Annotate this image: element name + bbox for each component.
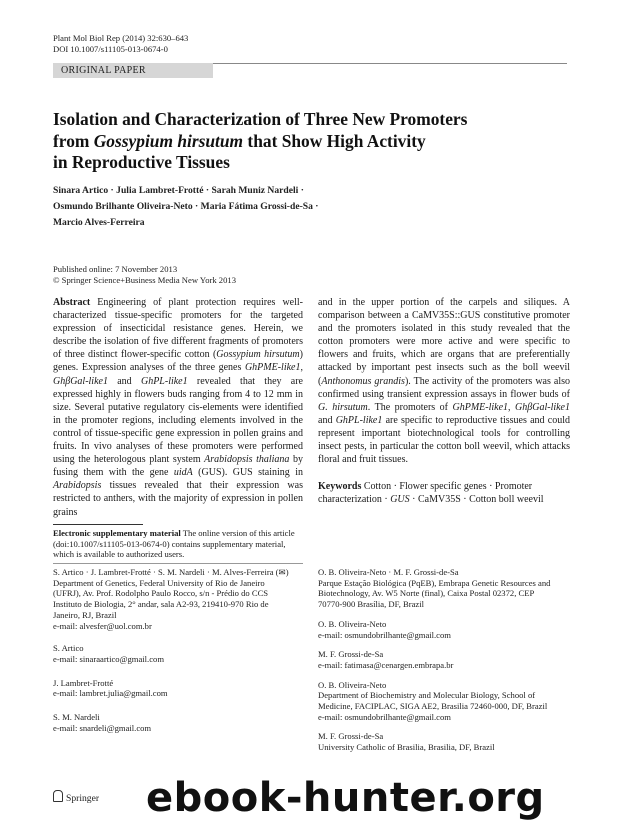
affiliation-block	[318, 649, 578, 670]
affiliation-line: University Catholic of Brasilia, Brasilia, DF, Brazil	[318, 742, 495, 753]
affiliation-block	[318, 567, 578, 610]
abstract-italic: GhβGal-like1	[53, 375, 108, 387]
affiliation-block	[318, 619, 578, 640]
affiliation-line: 70770-900 Brasília, DF, Brazil	[318, 599, 425, 610]
supplementary-note	[53, 528, 303, 560]
keywords	[318, 480, 570, 506]
abstract-text: ). The activity of the promoters was also confirmed using transient expression assays in flower buds of	[318, 375, 571, 400]
affiliations-left	[53, 567, 303, 733]
abstract-italic: G. hirsutum	[318, 401, 368, 413]
abstract-text: . The promoters of	[367, 401, 453, 413]
affiliation-email[interactable]: e-mail: fatimasa@cenargen.embrapa.br	[318, 659, 454, 670]
abstract-italic: Arabidopsis	[53, 480, 102, 492]
abstract-italic: GhPL-like1	[335, 414, 383, 426]
affiliation-line: J. Lambret-Frotté	[53, 677, 114, 688]
journal-citation: Plant Mol Biol Rep (2014) 32:630–643	[53, 33, 189, 43]
abstract-left-column	[53, 296, 303, 519]
author-line: Marcio Alves-Ferreira	[53, 217, 145, 228]
abstract-text: ) genes. Expression analyses of the three genes	[53, 349, 304, 374]
abstract-text: are specific to reproductive tissues and could represent important biotechnological tools for controlling insect pests, in particular the cotton boll weevil, which attacks floral and fruit tissues.	[318, 414, 570, 466]
affiliation-email[interactable]: e-mail: sinaraartico@gmail.com	[53, 653, 164, 664]
footnote-rule	[53, 524, 143, 525]
affiliation-line: Department of Biochemistry and Molecular Biology, School of	[318, 690, 536, 701]
affiliation-line: Medicine, FACIPLAC, SIGA AE2, Brasilia 72460-000, DF, Brazil	[318, 701, 548, 712]
section-banner: ORIGINAL PAPER	[53, 63, 213, 78]
abstract-italic: Gossypium hirsutum	[216, 349, 300, 361]
abstract-text: ,	[300, 362, 303, 374]
affiliation-block	[53, 567, 303, 631]
affiliation-line: M. F. Grossi-de-Sa	[318, 731, 384, 742]
publisher-name: Springer	[66, 793, 100, 804]
affiliation-line: Parque Estação Biológica (PqEB), Embrapa Genetic Resources and	[318, 577, 551, 588]
abstract-italic: Arabidopsis thaliana	[204, 454, 290, 466]
abstract-italic: uidA	[173, 467, 193, 479]
affiliation-block	[318, 680, 578, 723]
affiliation-email[interactable]: e-mail: lambret.julia@gmail.com	[53, 688, 168, 699]
title-line-1: Isolation and Characterization of Three New Promoters	[53, 109, 468, 129]
author-line: Osmundo Brilhante Oliveira-Neto · Maria Fátima Grossi-de-Sa ·	[53, 201, 319, 212]
keywords-label: Keywords	[318, 481, 362, 492]
springer-horse-icon	[53, 790, 63, 802]
affiliation-line: Biotechnology, Av. W5 Norte (final), Caixa Postal 02372, CEP	[318, 588, 535, 599]
publication-info	[53, 264, 236, 286]
affiliation-line: Department of Genetics, Federal University of Rio de Janeiro	[53, 577, 265, 588]
abstract-paragraph	[53, 296, 303, 519]
affiliation-line: O. B. Oliveira-Neto · M. F. Grossi-de-Sa	[318, 567, 459, 577]
affiliation-line: S. M. Nardeli	[53, 712, 100, 723]
abstract-italic: Anthonomus grandis	[321, 375, 405, 387]
author-line: Sinara Artico · Julia Lambret-Frotté · Sarah Muniz Nardeli ·	[53, 185, 304, 196]
affiliation-line: Janeiro, RJ, Brazil	[53, 609, 117, 620]
abstract-text: and	[107, 375, 141, 387]
abstract-text: ,	[508, 401, 516, 413]
affiliation-block	[318, 731, 578, 752]
affiliation-email[interactable]: e-mail: osmundobrilhante@gmail.com	[318, 629, 451, 640]
affiliation-email[interactable]: e-mail: osmundobrilhante@gmail.com	[318, 711, 451, 722]
affiliation-line: M. F. Grossi-de-Sa	[318, 649, 384, 660]
abstract-italic: GhPME-like1	[452, 401, 509, 413]
watermark[interactable]: ebook-hunter.org	[146, 775, 545, 821]
affiliations-right	[318, 567, 578, 753]
banner-rule	[213, 63, 567, 64]
abstract-italic: GhβGal-like1	[515, 401, 570, 413]
affiliation-email[interactable]: e-mail: alvesfer@uol.com.br	[53, 620, 152, 631]
abstract-text: revealed that they are expressed highly in flowers buds ranging from 4 to 12 mm in size. Several putative regulatory cis-elements were identified in the promoter regions, including elements involved in the control of tissue-specific gene expression in pollen grains and fruits. In vivo analyses of these promoters were performed using the heterologous plant system	[53, 375, 303, 466]
abstract-text: (GUS). GUS staining in	[192, 467, 303, 479]
doi: DOI 10.1007/s11105-013-0674-0	[53, 44, 168, 54]
keywords-text: Cotton · Flower specific genes · Promoter characterization ·	[318, 481, 533, 505]
abstract-label: Abstract	[53, 297, 91, 308]
abstract-paragraph	[318, 296, 570, 466]
keywords-text: · CaMV35S · Cotton boll weevil	[409, 494, 544, 505]
affiliation-block	[53, 678, 303, 699]
abstract-text: and in the upper portion of the carpels and siliques. A comparison between a CaMV35S::GUS constitutive promoter and the promoters isolated in this study revealed that the cotton promoters were more active and were specific to flowers and fruits, which are organs that are preferentially attacked by important pest insects such as the boll weevil (	[318, 297, 570, 387]
keywords-italic: GUS	[390, 494, 410, 505]
affiliation-email[interactable]: e-mail: snardeli@gmail.com	[53, 722, 152, 733]
esm-text: The online version of this article (doi:10.1007/s11105-013-0674-0) contains supplementary material, which is available to authorized users.	[53, 528, 295, 560]
esm-label: Electronic supplementary material	[53, 528, 181, 538]
abstract-right-column	[318, 296, 570, 466]
paper-title	[53, 109, 573, 174]
published-date: Published online: 7 November 2013	[53, 264, 178, 274]
title-text: that Show High Activity	[243, 130, 426, 151]
abstract-text: tissues revealed that their expression was restricted to anthers, with the majority of expression in pollen grains	[53, 480, 303, 518]
affiliation-rule	[53, 563, 303, 564]
title-line-3: in Reproductive Tissues	[53, 152, 230, 172]
affiliation-line: S. Artico	[53, 643, 84, 654]
affiliation-line: S. Artico · J. Lambret-Frotté · S. M. Nardeli · M. Alves-Ferreira (✉)	[53, 567, 289, 577]
copyright: © Springer Science+Business Media New York 2013	[53, 275, 236, 285]
affiliation-line: O. B. Oliveira-Neto	[318, 618, 387, 629]
abstract-italic: GhPME-like1	[244, 362, 301, 374]
affiliation-line: O. B. Oliveira-Neto	[318, 679, 387, 690]
author-list	[53, 183, 573, 231]
affiliation-block	[53, 643, 303, 664]
publisher-footer	[53, 790, 99, 805]
abstract-text: by fusing them with the gene	[53, 454, 303, 479]
title-line-2	[53, 131, 573, 153]
abstract-text: and	[318, 414, 336, 426]
title-text: from	[53, 130, 94, 151]
affiliation-block	[53, 712, 303, 733]
abstract-text: Engineering of plant protection requires well-characterized tissue-specific promoters for the targeted expression of insecticidal resistance genes. Herein, we describe the isolation of five different fragments of promoters of three distinct flower-specific cotton (	[53, 297, 303, 361]
abstract-italic: GhPL-like1	[140, 375, 188, 387]
affiliation-line: (UFRJ), Av. Prof. Rodolpho Paulo Rocco, s/n - Prédio do CCS	[53, 588, 269, 599]
affiliation-line: Instituto de Biologia, 2° andar, sala A2-93, 219410-970 Rio de	[53, 599, 269, 610]
title-species: Gossypium hirsutum	[93, 130, 244, 151]
